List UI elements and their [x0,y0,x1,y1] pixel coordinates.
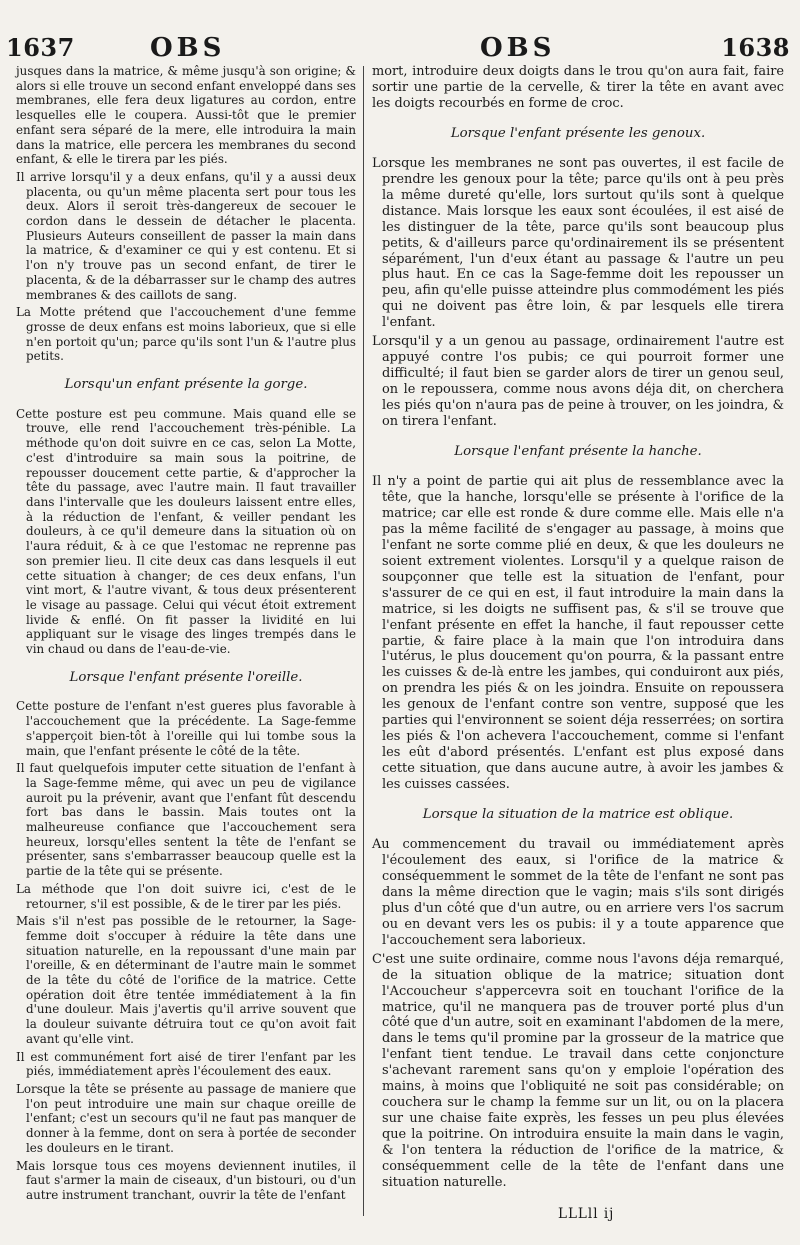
paragraph: Cette posture est peu commune. Mais quand elle se trouve, elle rend l'accouchement très-pénible. La méthode qu'on doit suivre en ce cas, selon La Motte, c'est d'introduire sa main sous la poitrine, de repousser doucement cette partie, & d'approcher la tête du passage, avec l'autre main. Il faut travailler dans l'intervalle que les douleurs laissent entre elles, à la réduction de l'enfant, & veiller pendant les douleurs, à ce qu'il demeure dans la situation où on l'aura réduit, & à ce que l'estomac ne reprenne pas son premier lieu. Il cite deux cas dans lesquels il eut cette situation à changer; de ces deux enfans, l'un vint mort, & l'autre vivant, & tous deux présenterent le visage au passage. Celui qui vécut étoit extrement livide & enflé. On fit passer la lividité en lui appliquant sur le visage des linges trempés dans le vin chaud ou dans de l'eau-de-vie. [16,406,356,657]
paragraph: Il n'y a point de partie qui ait plus de ressemblance avec la tête, que la hanche, lorsqu'elle se présente à l'orifice de la matrice; car elle est ronde & dure comme elle. Mais elle n'a pas la même facilité de s'engager au passage, à moins que l'enfant ne sorte comme plié en deux, & que les douleurs ne soient extrement violentes. Lorsqu'il y a quelque raison de soupçonner que telle est la situation de l'enfant, pour s'assurer de ce qui en est, il faut introduire la main dans la matrice, si les doigts ne suffisent pas, & s'il se trouve que l'enfant présente en effet la hanche, il faut repousser cette partie, & faire place à la main que l'on introduira dans l'utérus, le plus doucement qu'on pourra, & la passant entre les cuisses & de-là entre les jambes, qui conduiront aux piés, on prendra les piés & on les joindra. Ensuite on repoussera les genoux de l'enfant contre son ventre, supposé que les parties qui l'environnent se soient déja resserrées; on sortira les piés & l'on achevera l'accouchement, comme si l'enfant les eût d'abord présentés. L'enfant est plus exposé dans cette situation, que dans aucune autre, à avoir les jambes & les cuisses cassées. [372,473,784,793]
paragraph: Lorsque la tête se présente au passage de maniere que l'on peut introduire une main sur chaque oreille de l'enfant; c'est un secours qu'il ne faut pas manquer de donner à la femme, dont on sera à portée de seconder les douleurs en le tirant. [16,1082,356,1155]
left-column [16,64,356,1206]
paragraph: Au commencement du travail ou immédiatement après l'écoulement des eaux, si l'orifice de la matrice & conséquemment le sommet de la tête de l'enfant ne sont pas dans la même direction que le vagin; mais s'ils sont dirigés plus d'un côté que d'un autre, ou en arriere vers l'os sacrum ou en devant vers les os pubis: il y a toute apparence que l'accouchement sera laborieux. [372,836,784,948]
paragraph: Cette posture de l'enfant n'est gueres plus favorable à l'accouchement que la précédente. La Sage-femme s'apperçoit bien-tôt à l'oreille qui lui tombe sous la main, que l'enfant présente le côté de la tête. [16,699,356,758]
paragraph: Il faut quelquefois imputer cette situation de l'enfant à la Sage-femme même, qui avec un peu de vigilance auroit pu la prévenir, avant que l'enfant fût descendu fort bas dans le bassin. Mais toutes ont la malheureuse confiance que l'accouchement sera heureux, lorsqu'elles sentent la tête de l'enfant se présenter, sans s'embarrasser beaucoup quelle est la partie de la tête qui se présente. [16,761,356,879]
paragraph: C'est une suite ordinaire, comme nous l'avons déja remarqué, de la situation oblique de la matrice; situation dont l'Accoucheur s'appercevra soit en touchant l'orifice de la matrice, qu'il ne manquera pas de trouver porté plus d'un côté que d'un autre, soit en examinant l'abdomen de la mere, dans le tems qu'il promine par la grosseur de la matrice que l'enfant tient tendue. Le travail dans cette conjoncture s'achevant rarement sans qu'on y emploie l'opération des mains, à moins que l'obliquité ne soit pas considérable; on couchera sur le champ la femme sur un lit, ou on la placera sur une chaise faite exprès, les fesses un peu plus élevées que la poitrine. On introduira ensuite la main dans le vagin, & l'on tentera la réduction de l'orifice de la matrice, & conséquemment celle de la tête de l'enfant dans une situation naturelle. [372,951,784,1190]
section-heading: Lorsqu'un enfant présente la gorge. [64,377,308,393]
paragraph: Mais s'il n'est pas possible de le retourner, la Sage-femme doit s'occuper à réduire la tête dans une situation naturelle, en la repoussant d'une main par l'oreille, & en déterminant de l'autre main le sommet de la tête du côté de l'orifice de la matrice. Cette opération doit être tentée immédiatement à la fin d'une douleur. Mais j'avertis qu'il arrive souvent que la douleur suivante détruira tout ce qu'on avoit fait avant qu'elle vint. [16,914,356,1046]
paragraph: Mais lorsque tous ces moyens deviennent inutiles, il faut s'armer la main de ciseaux, d'un bistouri, ou d'un autre instrument tranchant, ouvrir la tête de l'enfant [16,1158,356,1202]
section-heading: Lorsque l'enfant présente les genoux. [450,125,706,141]
running-header [0,34,800,68]
page-number-left: 1637 [6,33,75,62]
paragraph-continued: mort, introduire deux doigts dans le trou qu'on aura fait, faire sortir une partie de la cervelle, & tirer la tête en avant avec les doigts recourbés en forme de croc. [372,64,784,111]
signature-mark: LLLll ij [558,1206,615,1222]
column-divider [363,66,364,1216]
page-number-right: 1638 [721,33,790,62]
header-word-right: OBS [480,33,556,63]
paragraph: Il arrive lorsqu'il y a deux enfans, qu'il y a aussi deux placenta, ou qu'un même placenta sert pour tous les deux. Alors il seroit très-dangereux de secouer le cordon dans le dessein de détacher le placenta. Plusieurs Auteurs conseillent de passer la main dans la matrice, & d'examiner ce qui y est contenu. Et si l'on n'y trouve pas un second enfant, de tirer le placenta, & de la débarrasser sur le champ des autres membranes & des caillots de sang. [16,169,356,302]
section-heading: Lorsque la situation de la matrice est oblique. [422,807,734,823]
paragraph-continued: jusques dans la matrice, & même jusqu'à son origine; & alors si elle trouve un second enfant enveloppé dans ses membranes, elle fera deux ligatures au cordon, entre lesquelles elle le coupera. Aussi-tôt que le premier enfant sera séparé de la mere, elle introduira la main dans la matrice, elle percera les membranes du second enfant, & elle le tirera par les piés. [16,64,357,167]
paragraph: Lorsque les membranes ne sont pas ouvertes, il est facile de prendre les genoux pour la tête; parce qu'ils ont à peu près la même dureté qu'elle, lors surtout qu'ils sont à quelque distance. Mais lorsque les eaux sont écoulées, il est aisé de les distinguer de la tête, parce qu'ils sont beaucoup plus petits, & d'ailleurs parce qu'ordinairement ils se présentent séparément, l'un d'eux étant au passage & l'autre un peu plus haut. En ce cas la Sage-femme doit les repousser un peu, afin qu'elle puisse atteindre plus commodément les piés qui ne doivent pas être loin, & par lesquels elle tirera l'enfant. [372,155,784,331]
right-column [372,64,784,1194]
paragraph: Il est communément fort aisé de tirer l'enfant par les piés, immédiatement après l'écoulement des eaux. [16,1049,356,1079]
section-heading: Lorsque l'enfant présente la hanche. [454,444,702,460]
paragraph: Lorsqu'il y a un genou au passage, ordinairement l'autre est appuyé contre l'os pubis; ce qui pourroit former une difficulté; il faut bien se garder alors de tirer un genou seul, on le repoussera, comme nous avons déja dit, on cherchera les piés qu'on n'aura pas de peine à trouver, on les joindra, & on tirera l'enfant. [372,334,784,430]
paragraph: La méthode que l'on doit suivre ici, c'est de le retourner, s'il est possible, & de le tirer par les piés. [16,881,356,911]
header-word-left: OBS [150,33,226,63]
paragraph: La Motte prétend que l'accouchement d'une femme grosse de deux enfans est moins laborieux, que si elle n'en portoit qu'un; parce qu'ils sont l'un & l'autre plus petits. [16,305,356,364]
section-heading: Lorsque l'enfant présente l'oreille. [69,669,303,685]
